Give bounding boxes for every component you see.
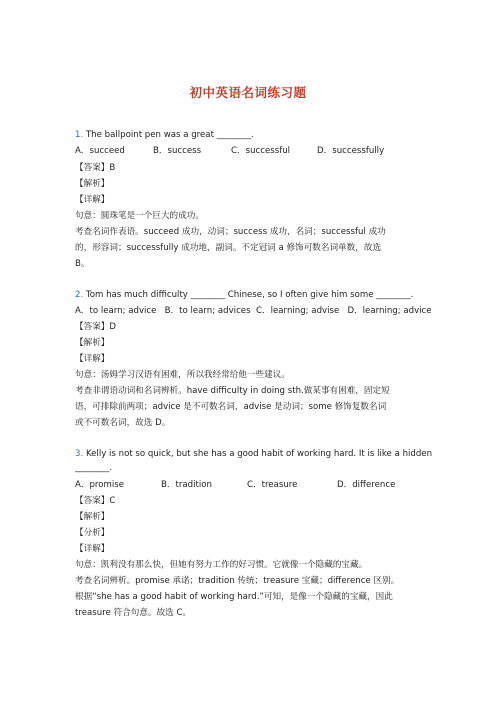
- explanation-line: 根据“she has a good habit of working hard.”可知，是像一个隐藏的宝藏，因此: [75, 592, 393, 602]
- question-2-text: Tom has much difficulty ________ Chinese, so I often give him some ________.: [85, 290, 414, 300]
- question-3-options: [75, 479, 447, 491]
- explanation-line: 语，可排除前两项；advice 是不可数名词，advise 是动词；some 修饰复数名词: [75, 402, 387, 412]
- question-1-text: The ballpoint pen was a great ________.: [85, 130, 254, 140]
- explanation-line: 句意：圆珠笔是一个巨大的成功。: [75, 211, 204, 221]
- question-2-number: 2.: [75, 290, 84, 300]
- detail-label: 【详解】: [75, 354, 110, 364]
- explanation-line: 或不可数名词，故选 D。: [75, 418, 171, 428]
- explanation-line: 句意：凯利没有那么快，但她有努力工作的好习惯。它就像一个隐藏的宝藏。: [75, 560, 368, 570]
- option-a: A．promise: [75, 480, 125, 490]
- question-3-stem: [75, 448, 447, 460]
- question-3-blank: ________.: [75, 463, 113, 473]
- option-c: C．successful: [231, 146, 291, 156]
- breakdown-label: 【分析】: [75, 528, 110, 538]
- detail-label: 【详解】: [75, 544, 110, 554]
- option-b: B．tradition: [161, 480, 212, 490]
- analysis-label: 【解析】: [75, 512, 110, 522]
- question-2-options: A．to learn; advice B．to learn; advices C．learning; advise D．learning; advice: [75, 306, 432, 316]
- explanation-line: 句意：汤姆学习汉语有困难，所以我经常给他一些建议。: [75, 370, 290, 380]
- question-1-stem: [75, 129, 447, 141]
- option-d: D．difference: [337, 480, 396, 490]
- explanation-line: 的，形容词；successfully 成功地，副词。不定冠词 a 修饰可数名词单数，故选: [75, 243, 382, 253]
- analysis-label: 【解析】: [75, 338, 110, 348]
- page-title: 初中英语名词练习题: [189, 85, 307, 100]
- question-1-number: 1.: [75, 130, 84, 140]
- explanation-line: 考查非谓语动词和名词辨析。have difficulty in doing sth.做某事有困难，固定短: [75, 386, 390, 396]
- explanation-line: B。: [75, 259, 90, 269]
- detail-label: 【详解】: [75, 195, 110, 205]
- question-2-stem: [75, 289, 447, 301]
- question-1-options: [75, 145, 447, 157]
- answer-label: 【答案】B: [75, 163, 116, 173]
- option-b: B．success: [153, 146, 202, 156]
- option-c: C．treasure: [247, 480, 298, 490]
- explanation-line: 考查名词辨析。promise 承诺；tradition 传统；treasure 宝藏；difference 区别。: [75, 576, 400, 586]
- explanation-line: 考查名词作表语。succeed 成功，动词；success 成功，名词；successful 成功: [75, 227, 386, 237]
- question-3-number: 3.: [75, 449, 84, 459]
- answer-label: 【答案】D: [75, 322, 116, 332]
- option-d: D．successfully: [317, 146, 385, 156]
- answer-label: 【答案】C: [75, 496, 116, 506]
- analysis-label: 【解析】: [75, 179, 110, 189]
- option-a: A．succeed: [75, 146, 125, 156]
- question-3-text: Kelly is not so quick, but she has a good habit of working hard. It is like a hidden: [85, 449, 433, 459]
- explanation-line: treasure 符合句意。故选 C。: [75, 608, 192, 618]
